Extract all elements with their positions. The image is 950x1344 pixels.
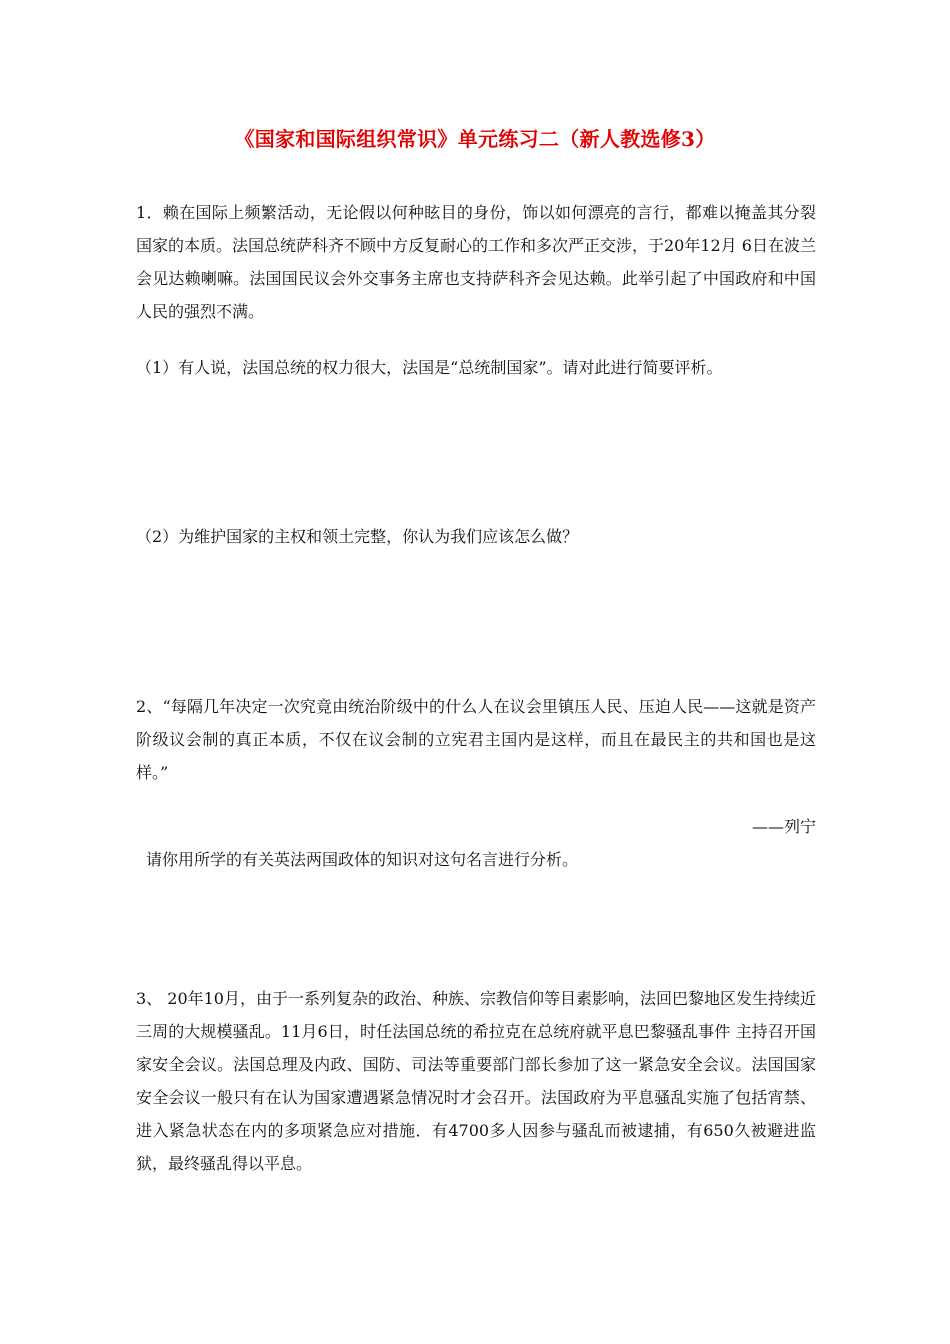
question-1-text: 1．赖在国际上频繁活动，无论假以何种眩目的身份，饰以如何漂亮的言行，都难以掩盖其分裂国家的本质。法国总统萨科齐不顾中方反复耐心的工作和多次严正交涉，于20年12月 6日在波兰会见达赖喇嘛。法国国民议会外交事务主席也支持萨科齐会见达赖。此举引起了中国政府和中国人民的强烈不满。 xyxy=(136,203,816,321)
question-3-text: 3、 20年10月，由于一系列复杂的政治、种族、宗教信仰等目素影响，法回巴黎地区发生持续近三周的大规模骚乱。11月6日，时任法国总统的希拉克在总统府就平息巴黎骚乱事件 主持召开国家安全会议。法国总理及内政、国防、司法等重要部门部长参加了这一紧急安全会议。法国国家安全会议一般只有在认为国家遭遇紧急情况时才会召开。法国政府为平息骚乱实施了包括宵禁、进入紧急状态在内的多项紧急应对措施．有4700多人因参与骚乱而被逮捕，有650久被避进监狱，最终骚乱得以平息。 xyxy=(136,989,816,1173)
question-1-subquestion-1: （1）有人说，法国总统的权力很大，法国是“总统制国家”。请对此进行简要评析。 xyxy=(136,358,723,377)
question-2-prompt: 请你用所学的有关英法两国政体的知识对这句名言进行分析。 xyxy=(146,850,579,869)
document-title: 《国家和国际组织常识》单元练习二（新人教选修3） xyxy=(234,127,716,151)
quote-attribution: ——列宁 xyxy=(751,817,816,836)
question-2-quote: 2、“每隔几年决定一次究竟由统治阶级中的什么人在议会里镇压人民、压迫人民——这就是资产阶级议会制的真正本质，不仅在议会制的立宪君主国内是这样，而且在最民主的共和国也是这样。” xyxy=(136,697,816,782)
question-1-subquestion-2: （2）为维护国家的主权和领土完整，你认为我们应该怎么做？ xyxy=(136,527,579,546)
